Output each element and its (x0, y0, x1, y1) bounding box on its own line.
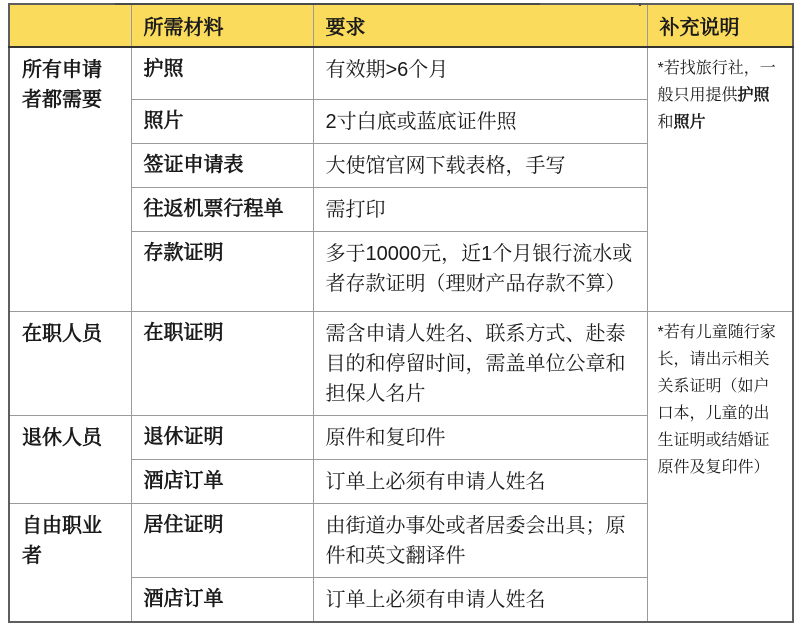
material-cell: 酒店订单 (131, 577, 313, 622)
note-bold-passport: 护照 (737, 87, 770, 105)
visa-materials-table (8, 3, 794, 623)
header-cell-materials: 所需材料 (131, 4, 313, 47)
material-cell: 护照 (131, 47, 313, 99)
material-cell: 照片 (131, 99, 313, 143)
header-cell-notes: 补充说明 (647, 4, 793, 47)
note-cell-children: *若有儿童随行家长，请出示相关关系证明（如户口本，儿童的出生证明或结婚证原件及复印件） (647, 311, 793, 622)
material-cell: 居住证明 (131, 503, 313, 577)
header-row (9, 4, 793, 47)
requirement-cell: 有效期>6个月 (313, 47, 647, 99)
group-cell-all-applicants: 所有申请者都需要 (9, 47, 131, 311)
requirement-cell: 2寸白底或蓝底证件照 (313, 99, 647, 143)
header-cell-group (9, 4, 131, 47)
material-cell: 在职证明 (131, 311, 313, 415)
cropped-border-artifact (115, 3, 540, 5)
note-cell-travel-agency (647, 47, 793, 311)
header-cell-requirements: 要求 (313, 4, 647, 47)
material-cell: 存款证明 (131, 231, 313, 311)
table-row (9, 311, 793, 415)
note-text: 和 (657, 114, 674, 132)
cropped-border-tick (639, 3, 641, 6)
requirement-cell: 多于10000元，近1个月银行流水或者存款证明（理财产品存款不算） (313, 231, 647, 311)
requirement-cell: 大使馆官网下载表格，手写 (313, 143, 647, 187)
material-cell: 退休证明 (131, 415, 313, 459)
requirement-cell: 订单上必须有申请人姓名 (313, 459, 647, 503)
group-cell-freelancer: 自由职业者 (9, 503, 131, 622)
requirement-cell: 原件和复印件 (313, 415, 647, 459)
group-cell-retired: 退休人员 (9, 415, 131, 503)
requirement-cell: 需打印 (313, 187, 647, 231)
group-cell-employed: 在职人员 (9, 311, 131, 415)
requirement-cell: 由街道办事处或者居委会出具；原件和英文翻译件 (313, 503, 647, 577)
material-cell: 签证申请表 (131, 143, 313, 187)
page (0, 3, 800, 611)
requirement-cell: 需含申请人姓名、联系方式、赴泰目的和停留时间，需盖单位公章和担保人名片 (313, 311, 647, 415)
material-cell: 往返机票行程单 (131, 187, 313, 231)
note-bold-photo: 照片 (673, 114, 706, 132)
requirement-cell: 订单上必须有申请人姓名 (313, 577, 647, 622)
table-row (9, 47, 793, 99)
note-text: *若找旅行社，一般只用提供 (657, 60, 776, 105)
material-cell: 酒店订单 (131, 459, 313, 503)
